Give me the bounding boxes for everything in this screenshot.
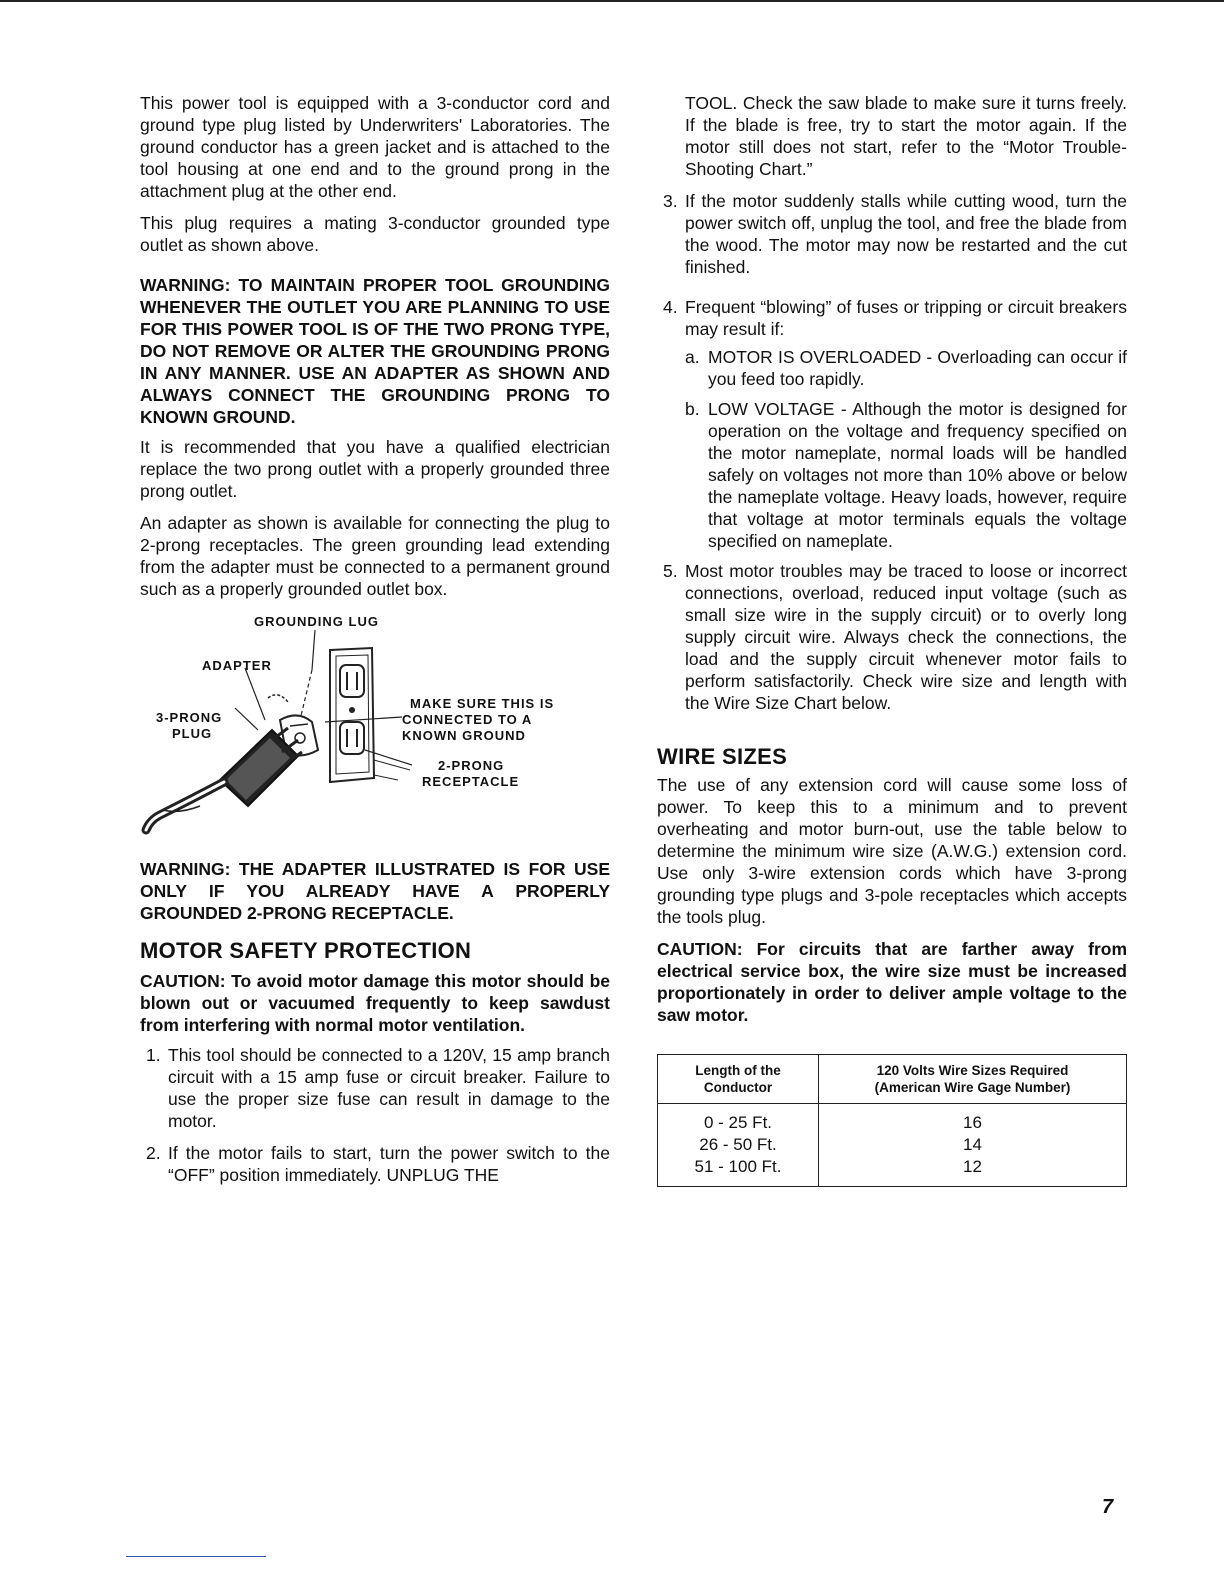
overload-causes [685, 346, 1127, 552]
list-item [657, 296, 1127, 552]
step-number: 4. [663, 297, 678, 317]
list-item [657, 190, 1127, 278]
adapter-diagram [140, 610, 610, 840]
length-cell: 51 - 100 Ft. [658, 1156, 819, 1187]
motor-caution: CAUTION: To avoid motor damage this motor should be blown out or vacuumed frequently to keep sawdust from interfering with normal motor ventilation. [140, 971, 610, 1035]
gauge-header-line1: 120 Volts Wire Sizes Required [876, 1063, 1069, 1078]
step-text: Frequent “blowing” of fuses or tripping or circuit breakers may result if: [685, 297, 1127, 339]
step-number: 1. [146, 1045, 161, 1065]
step-text: If the motor suddenly stalls while cutting wood, turn the power switch off, unplug the tool, and free the blade from the wood. The motor may now be restarted and the cut finished. [685, 191, 1127, 277]
table-row [658, 1104, 1127, 1135]
table-header-row [658, 1055, 1127, 1104]
grounding-lug-label: GROUNDING LUG [254, 614, 379, 629]
ground-note-line3: KNOWN GROUND [402, 728, 526, 743]
right-column [657, 92, 1127, 1187]
gauge-header-line2: (American Wire Gage Number) [874, 1080, 1071, 1095]
sub-item [685, 346, 1127, 390]
left-column [140, 92, 610, 1196]
intro-paragraph: This power tool is equipped with a 3-conductor cord and ground type plug listed by Underwriters' Laboratories. The ground conductor has a green jacket and is attached to the tool housing at one end and to the ground prong in the attachment plug at the other end. [140, 93, 610, 201]
receptacle-label-line1: 2-PRONG [438, 758, 505, 773]
gauge-cell: 12 [963, 1157, 982, 1176]
gauge-cell: 14 [963, 1135, 982, 1154]
adapter-paragraph: An adapter as shown is available for connecting the plug to 2-prong receptacles. The green grounding lead extending from the adapter must be connected to a permanent ground such as a properly grounded outlet box. [140, 513, 610, 599]
sub-letter: b. [685, 399, 700, 419]
list-item [140, 1142, 610, 1186]
adapter-label: ADAPTER [202, 658, 272, 673]
step-text: This tool should be connected to a 120V, 15 amp branch circuit with a 15 amp fuse or circuit breaker. Failure to use the proper size fuse can result in damage to the motor. [168, 1045, 610, 1131]
step-number: 5. [663, 561, 678, 581]
sub-text: MOTOR IS OVERLOADED - Overloading can occur if you feed too rapidly. [708, 347, 1127, 389]
ground-note-line2: CONNECTED TO A [402, 712, 533, 727]
list-item-continued [657, 92, 1127, 180]
footer-rule [126, 1556, 266, 1557]
page-number: 7 [1102, 1496, 1114, 1518]
sub-item [685, 398, 1127, 552]
electrician-recommendation: It is recommended that you have a qualified electrician replace the two prong outlet with a properly grounded three prong outlet. [140, 437, 610, 501]
wire-caution: CAUTION: For circuits that are farther away from electrical service box, the wire size must be increased proportionately in order to deliver ample voltage to the saw motor. [657, 939, 1127, 1025]
wire-size-table [657, 1054, 1127, 1187]
plug-label-line2: PLUG [172, 726, 213, 741]
list-item [657, 560, 1127, 714]
extension-cord-paragraph: The use of any extension cord will cause some loss of power. To keep this to a minimum and to prevent overheating and motor burn-out, use the table below to determine the minimum wire size (A.W.G.) extension cord. Use only 3-wire extension cords which have 3-prong grounding type plugs and 3-pole receptacles which accepts the tools plug. [657, 775, 1127, 927]
motor-steps-left [140, 1044, 610, 1186]
grounding-warning: WARNING: TO MAINTAIN PROPER TOOL GROUNDING WHENEVER THE OUTLET YOU ARE PLANNING TO USE FOR THIS POWER TOOL IS OF THE TWO PRONG TYPE, DO NOT REMOVE OR ALTER THE GROUNDING PRONG IN ANY MANNER. USE AN ADAPTER AS SHOWN AND ALWAYS CONNECT THE GROUNDING PRONG TO KNOWN GROUND. [140, 275, 610, 427]
mating-outlet-paragraph: This plug requires a mating 3-conductor grounded type outlet as shown above. [140, 213, 610, 255]
top-rule [0, 0, 1224, 2]
gauge-cell: 16 [963, 1113, 982, 1132]
step-number: 2. [146, 1143, 161, 1163]
table-row [658, 1134, 1127, 1156]
step-text: If the motor fails to start, turn the power switch to the “OFF” position immediately. UNPLUG THE [168, 1143, 610, 1185]
plug-label-line1: 3-PRONG [156, 710, 223, 725]
list-item [140, 1044, 610, 1132]
wire-sizes-heading: WIRE SIZES [657, 744, 788, 769]
length-cell: 26 - 50 Ft. [658, 1134, 819, 1156]
adapter-warning: WARNING: THE ADAPTER ILLUSTRATED IS FOR USE ONLY IF YOU ALREADY HAVE A PROPERLY GROUNDED 2-PRONG RECEPTACLE. [140, 859, 610, 923]
motor-safety-heading: MOTOR SAFETY PROTECTION [140, 938, 472, 963]
ground-note-line1: MAKE SURE THIS IS [410, 696, 555, 711]
step-number: 3. [663, 191, 678, 211]
length-header [658, 1055, 819, 1104]
step-text: Most motor troubles may be traced to loose or incorrect connections, overload, reduced input voltage (such as small size wire in the supply circuit) or to overly long supply circuit wire. Always check the connections, the load and the supply circuit whenever motor fails to perform satisfactorily. Check wire size and length with the Wire Size Chart below. [685, 561, 1127, 713]
sub-text: LOW VOLTAGE - Although the motor is designed for operation on the voltage and frequency specified on the motor nameplate, normal loads will be handled safely on voltages not more than 10% above or below the nameplate voltage. Heavy loads, however, require that voltage at motor terminals equals the voltage specified on nameplate. [708, 399, 1127, 551]
motor-steps-right [657, 92, 1127, 714]
receptacle-label-line2: RECEPTACLE [422, 774, 520, 789]
length-cell: 0 - 25 Ft. [658, 1104, 819, 1135]
step-text: TOOL. Check the saw blade to make sure it turns freely. If the blade is free, try to start the motor again. If the motor still does not start, refer to the “Motor Trouble-Shooting Chart.” [685, 93, 1127, 179]
gauge-header [819, 1055, 1127, 1104]
sub-letter: a. [685, 347, 700, 367]
table-row [658, 1156, 1127, 1187]
length-header-line2: Conductor [703, 1080, 773, 1095]
length-header-line1: Length of the [695, 1063, 781, 1078]
